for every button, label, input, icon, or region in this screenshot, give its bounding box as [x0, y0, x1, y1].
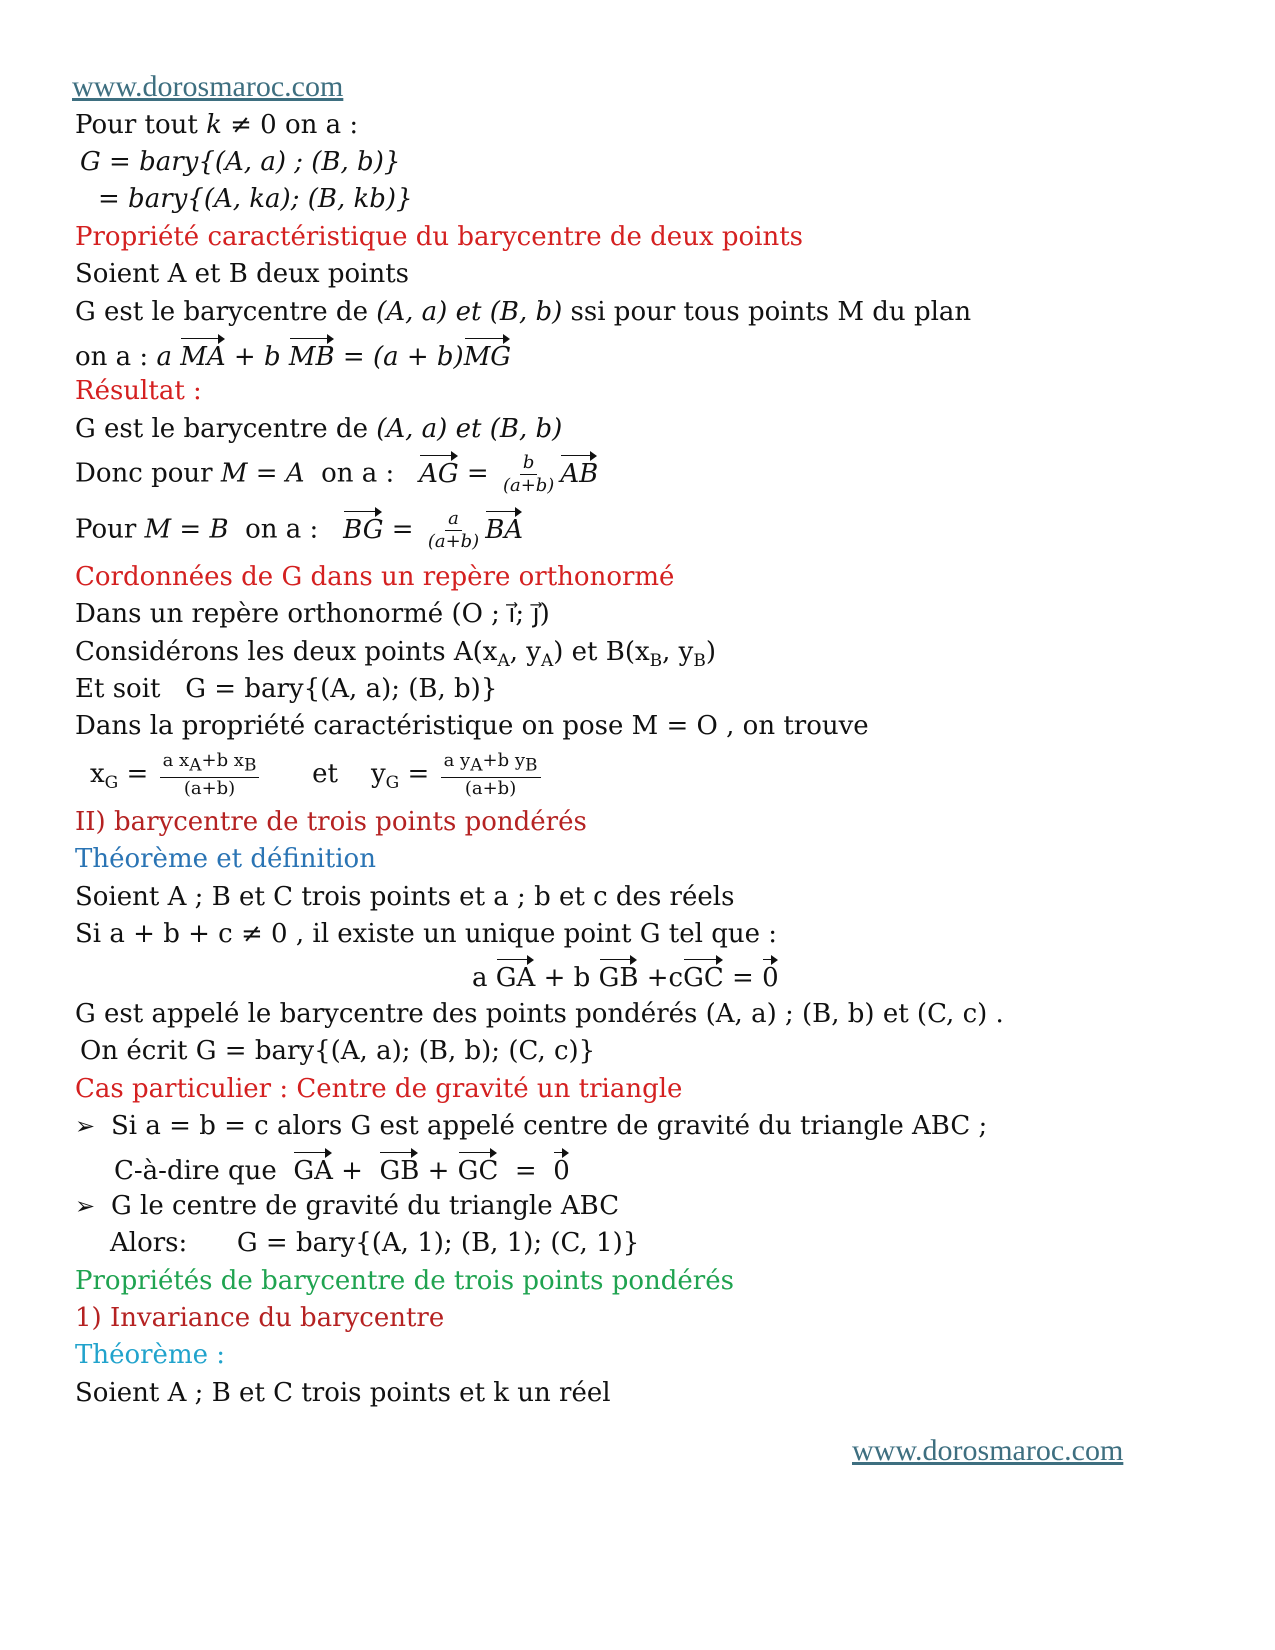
text: C-à-dire que: [114, 1156, 277, 1186]
line-g-est-bary: [75, 295, 971, 329]
line-g-est-bary-2: [75, 412, 562, 446]
vector-BA: BA: [485, 509, 523, 547]
formula: G = bary{(A, 1); (B, 1); (C, 1)}: [236, 1228, 640, 1258]
vector-zero: 0: [553, 1150, 570, 1188]
math-plus: +: [341, 1156, 363, 1186]
math-xG: $x_G$: [90, 758, 119, 793]
heading-coordonnees: Cordonnées de G dans un repère orthonormé: [75, 562, 675, 592]
formula-bary-2: = bary{(A, ka); (B, kb)}: [98, 184, 413, 214]
text: Si a = b = c alors G est appelé centre de gravité du triangle ABC ;: [111, 1111, 988, 1141]
line-si-abc: Si a + b + c ≠ 0 , il existe un unique point G tel que :: [75, 919, 777, 949]
fraction-numerator: a $y_A+b$ $y_B$: [441, 750, 541, 778]
text: ): [705, 637, 717, 667]
text-et: et: [312, 758, 338, 789]
vector-MB: MB: [289, 336, 335, 374]
line-alors: [110, 1226, 639, 1260]
math-plus-b: + b: [233, 342, 281, 372]
heading-trois-points: II) barycentre de trois points pondérés: [75, 807, 587, 837]
math-eq: =: [732, 963, 754, 993]
math-k: k: [206, 110, 222, 140]
math-eq: =: [466, 458, 489, 489]
formula: G = bary{(A, a); (B, b)}: [185, 674, 498, 704]
line-coordinates-formula: [90, 750, 544, 800]
vector-GA: GA: [293, 1150, 333, 1188]
line-soient-abc-k: Soient A ; B et C trois points et k un réel: [75, 1378, 611, 1408]
line-dans-propriete: Dans la propriété caractéristique on pose M = O , on trouve: [75, 711, 869, 741]
formula-bary-1: G = bary{(A, a) ; (B, b)}: [80, 147, 401, 177]
heading-invariance: 1) Invariance du barycentre: [75, 1303, 445, 1333]
text: on a :: [284, 110, 359, 140]
math-plus: +: [427, 1156, 450, 1186]
vector-zero: 0: [762, 957, 779, 995]
fraction-numerator: b: [520, 452, 538, 475]
bullet-item-1: [75, 1109, 987, 1143]
vector-AG: AG: [419, 453, 459, 491]
math-eq-apb: = (a + b): [342, 342, 464, 372]
text: , y: [662, 637, 694, 667]
fraction-b-over-apb: [500, 452, 557, 497]
formula-vector-sum: [472, 957, 779, 995]
text: Pour tout: [75, 110, 198, 140]
line-dans-repere: Dans un repère orthonormé (O ; i⃗; j⃗): [75, 599, 550, 629]
fraction-denominator: (a+b): [464, 777, 517, 799]
fraction-denominator: (a+b): [183, 777, 236, 799]
math-yG: $y_G$: [370, 758, 400, 793]
fraction-denominator: (a+b): [502, 475, 555, 496]
heading-propriete-caracteristique: Propriété caractéristique du barycentre de deux points: [75, 222, 804, 252]
line-et-soit: [75, 672, 497, 706]
heading-theoreme: Théorème :: [75, 1340, 226, 1370]
subscript: A: [540, 651, 554, 672]
heading-proprietes-trois-points: Propriétés de barycentre de trois points pondérés: [75, 1266, 734, 1296]
line-soient-ab: Soient A et B deux points: [75, 259, 409, 289]
fraction-yG: [441, 750, 541, 800]
math-eq: =: [126, 758, 149, 789]
heading-theoreme-definition: Théorème et définition: [75, 844, 376, 874]
text: Alors:: [110, 1228, 188, 1258]
fraction-numerator: a: [445, 508, 462, 531]
text: G le centre de gravité du triangle ABC: [111, 1191, 620, 1221]
vector-GB: GB: [599, 957, 639, 995]
line-soient-abc: Soient A ; B et C trois points et a ; b et c des réels: [75, 882, 735, 912]
bullet-item-2: [75, 1189, 619, 1223]
arrow-bullet-icon: ➢: [75, 1192, 96, 1220]
text: ) et B(x: [553, 637, 650, 667]
line-cad: [114, 1150, 570, 1188]
arrow-bullet-icon: ➢: [75, 1112, 96, 1140]
math-a: a: [472, 963, 488, 993]
vector-MA: MA: [180, 336, 225, 374]
line-vector-relation: [75, 336, 511, 374]
line-g-appele: G est appelé le barycentre des points pondérés (A, a) ; (B, b) et (C, c) .: [75, 999, 1004, 1029]
vector-GC: GC: [458, 1150, 499, 1188]
line-pour-m-b: [75, 508, 523, 553]
text: on a :: [75, 342, 149, 372]
text: G est le barycentre de: [75, 414, 368, 444]
math-pairs: (A, a) et (B, b): [376, 297, 563, 327]
line-donc-pour-m-a: [75, 452, 598, 497]
text: Pour: [75, 514, 137, 545]
header-link[interactable]: www.dorosmaroc.com: [72, 70, 344, 103]
vector-AB: AB: [560, 453, 598, 491]
vector-GA: GA: [496, 957, 536, 995]
text: on a :: [321, 458, 395, 489]
math-pairs: (A, a) et (B, b): [376, 414, 563, 444]
math-eq: =: [407, 758, 430, 789]
heading-resultat: Résultat :: [75, 376, 202, 406]
math-neq: ≠ 0: [230, 110, 277, 140]
vector-GB: GB: [379, 1150, 419, 1188]
heading-cas-particulier: Cas particulier : Centre de gravité un triangle: [75, 1074, 683, 1104]
math-a: a: [156, 342, 172, 372]
text: Et soit: [75, 674, 161, 704]
fraction-a-over-apb: [425, 508, 482, 553]
text: ssi pour tous points M du plan: [570, 297, 972, 327]
text: on a :: [245, 514, 319, 545]
vector-MG: MG: [464, 336, 511, 374]
vector-BG: BG: [343, 509, 383, 547]
math-plus-c: +c: [646, 963, 684, 993]
fraction-numerator: a $x_A+b$ $x_B$: [160, 750, 260, 778]
subscript: B: [649, 651, 663, 672]
math-eq: =: [514, 1156, 537, 1186]
math-m-eq-a: M = A: [220, 458, 305, 489]
vector-GC: GC: [683, 957, 724, 995]
text: Donc pour: [75, 458, 213, 489]
line-pour-tout: [75, 108, 358, 142]
footer-link[interactable]: www.dorosmaroc.com: [852, 1434, 1124, 1467]
math-plus-b: + b: [543, 963, 591, 993]
subscript: A: [497, 651, 510, 672]
text: Considérons les deux points A(x: [75, 637, 498, 667]
math-eq: =: [391, 514, 414, 545]
line-on-ecrit: On écrit G = bary{(A, a); (B, b); (C, c)}: [80, 1036, 596, 1066]
fraction-xG: [160, 750, 260, 800]
text: G est le barycentre de: [75, 297, 368, 327]
fraction-denominator: (a+b): [427, 531, 480, 552]
text: , y: [509, 637, 541, 667]
math-m-eq-b: M = B: [144, 514, 229, 545]
subscript: B: [693, 651, 706, 672]
